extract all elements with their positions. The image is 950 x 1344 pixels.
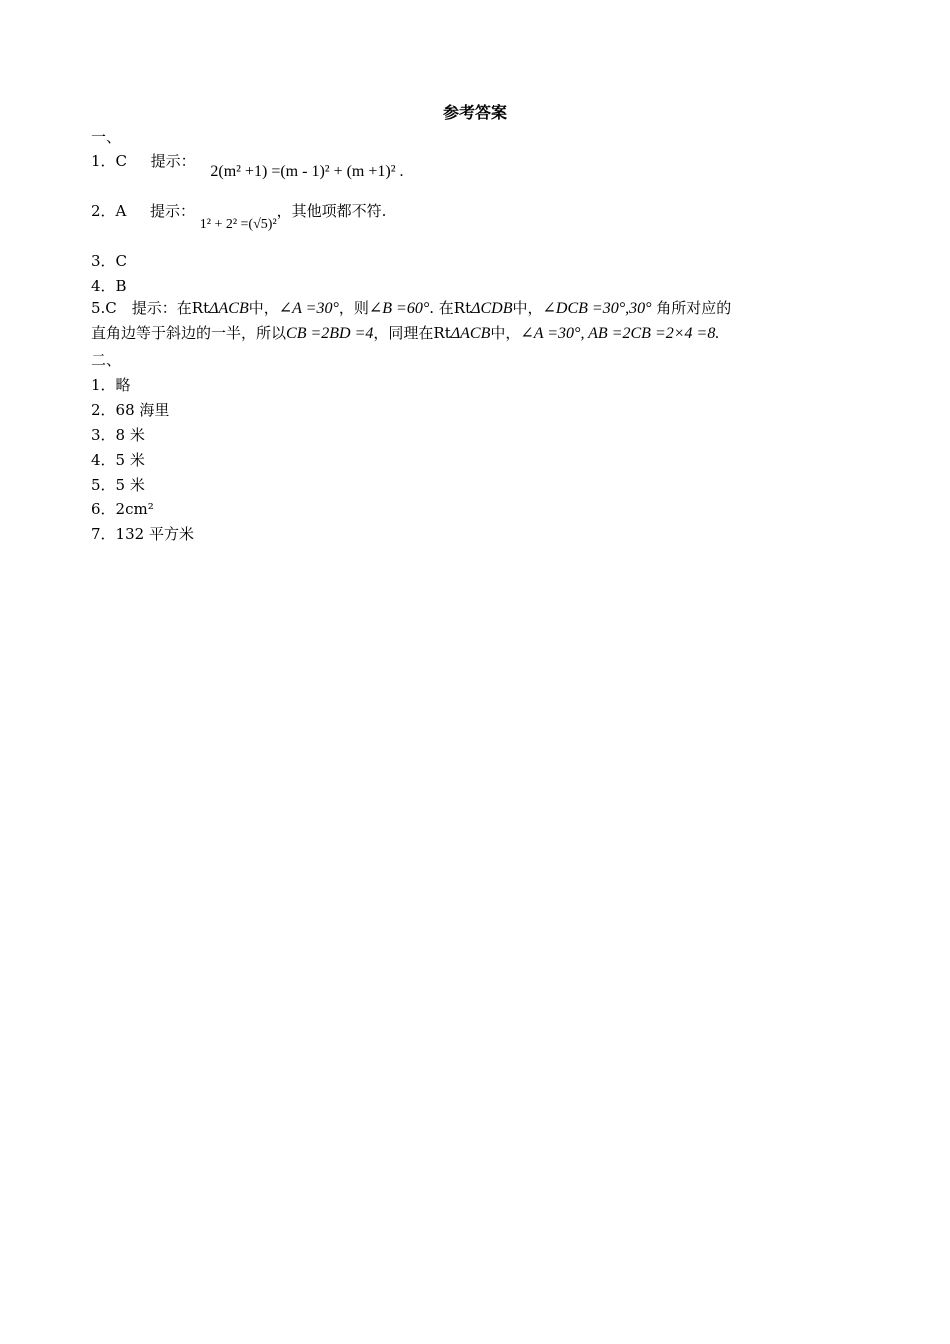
answer-5-angle-a: ∠A =30° bbox=[278, 300, 339, 317]
answer-2-4: 4．5 米 bbox=[91, 451, 145, 469]
answer-2-7: 7．132 平方米 bbox=[91, 525, 194, 543]
answer-5-angle-b: ∠B =60° bbox=[368, 300, 430, 317]
answer-2-formula: 1² + 2² =(√5)² bbox=[199, 217, 277, 232]
answer-5-triangle-2: ΔCDB bbox=[471, 300, 513, 317]
answer-5-triangle-1: ΔACB bbox=[209, 300, 249, 317]
section-two-heading: 二、 bbox=[91, 351, 122, 369]
answer-2-6: 6．2cm² bbox=[91, 500, 154, 518]
answer-5-text-b: 中， bbox=[248, 299, 279, 317]
answer-4: 4．B bbox=[91, 277, 127, 295]
answer-1-hint-label: 提示： bbox=[150, 152, 196, 170]
answer-5-equation-1: CB =2BD =4 bbox=[286, 325, 374, 342]
answer-5-text-i: 中， bbox=[490, 324, 521, 342]
page-title: 参考答案 bbox=[442, 103, 507, 122]
answer-5-rt-3: Rt bbox=[433, 324, 451, 342]
answer-2 bbox=[91, 201, 387, 232]
answer-2-1: 1．略 bbox=[91, 376, 131, 394]
answer-5-text-g: 直角边等于斜边的一半，所以 bbox=[91, 324, 287, 342]
answer-1 bbox=[91, 151, 404, 180]
answer-2-number: 2．A bbox=[91, 202, 127, 220]
answer-2-3: 3．8 米 bbox=[91, 426, 145, 444]
answer-5-text-h: ，同理在 bbox=[373, 324, 434, 342]
answer-5-rt-1: Rt bbox=[191, 299, 210, 317]
answer-2-5: 5．5 米 bbox=[91, 476, 145, 494]
answer-1-formula: 2(m² +1) =(m - 1)² + (m +1)² . bbox=[210, 163, 404, 180]
answer-5-text-f: 角所对应的 bbox=[651, 299, 732, 317]
answer-5-rt-2: Rt bbox=[453, 299, 472, 317]
answer-5-text-e: 中， bbox=[512, 299, 543, 317]
answer-2-note: ，其他项都不符. bbox=[276, 202, 387, 220]
answer-3: 3．C bbox=[91, 252, 128, 270]
answer-5-text-a: 5.C 提示：在 bbox=[91, 299, 192, 317]
answer-5-text-c: ，则 bbox=[338, 299, 369, 317]
answer-1-number: 1．C bbox=[91, 152, 128, 170]
answer-5-text-d: . 在 bbox=[429, 299, 454, 317]
answer-2-2: 2．68 海里 bbox=[91, 401, 170, 419]
answer-2-hint-label: 提示： bbox=[149, 202, 195, 220]
answer-5-equation-2: ∠A =30°, AB =2CB =2×4 =8. bbox=[520, 325, 720, 342]
section-one-heading: 一、 bbox=[91, 128, 122, 146]
answer-5-line-2 bbox=[91, 323, 719, 344]
answer-5-triangle-3: ΔACB bbox=[450, 325, 491, 342]
answer-5-line-1 bbox=[91, 298, 731, 319]
answer-5-angle-dcb: ∠DCB =30°,30° bbox=[542, 300, 652, 317]
